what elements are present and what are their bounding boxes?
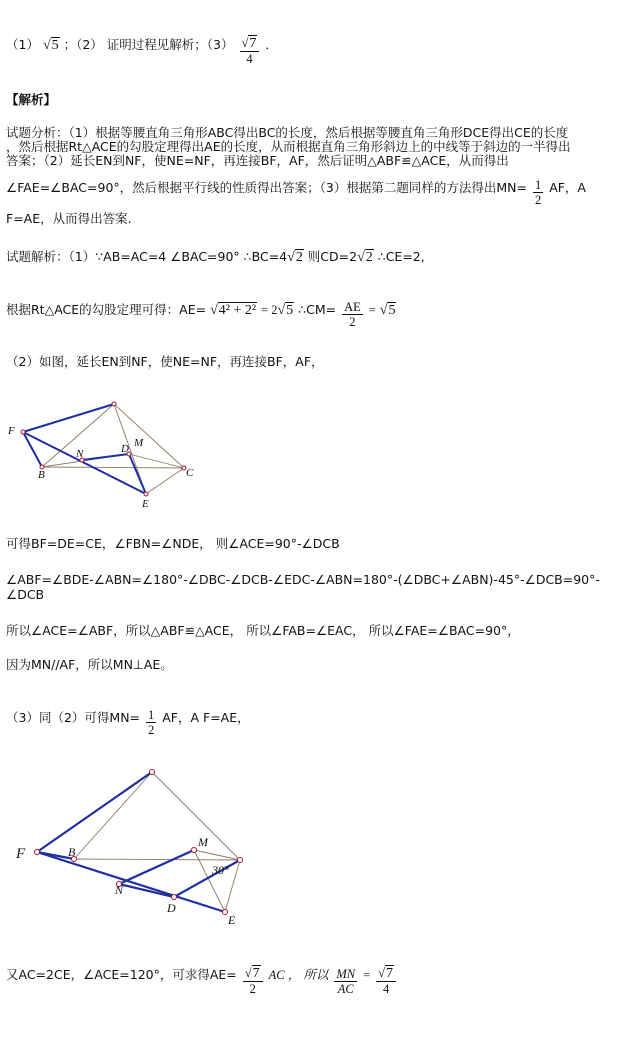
solution-line-2: 根据Rt△ACE的勾股定理可得：AE= √4² + 2² = 2√5 ∴CM= $\frac{AE}{2}$ = √5 xyxy=(6,300,396,329)
fig2-angle-label: 30° xyxy=(212,863,229,877)
answer-sep1: ；（2） xyxy=(63,37,103,52)
analysis-line-2: ，然后根据Rt△ACE的勾股定理得出AE的长度，从而根据直角三角形斜边上的中线等于斜边的一半得出 xyxy=(6,139,571,154)
final-fraction: $\frac{√7}{4}$ xyxy=(376,966,396,996)
half-fraction-1: $\frac{1}{2}$ xyxy=(534,178,542,207)
figure-1-diagram xyxy=(4,396,204,516)
fig1-label-m: M xyxy=(134,437,144,449)
fig1-label-b: B xyxy=(38,469,45,481)
fig2-label-e: E xyxy=(228,913,236,926)
fig1-label-c: C xyxy=(186,467,194,479)
figure-2-diagram xyxy=(14,766,274,926)
fig1-label-e: E xyxy=(142,498,149,510)
solution-line-9: 又AC=2CE，∠ACE=120°，可求得AE= $\frac{√7}{2}$ AC ， 所以 $\frac{MN}{AC}$ = $\frac{√7}{4}$ xyxy=(6,966,624,996)
solution-line-5: ∠ABF=∠BDE-∠ABN=∠180°-∠DBC-∠DCB-∠EDC-∠ABN=180°-(∠DBC+∠ABN)-45°-∠DCB=90°-∠DCB xyxy=(6,572,600,602)
fig1-label-n: N xyxy=(76,448,84,460)
analysis-line-3: 答案；（2）延长EN到NF，使NE=NF，再连接BF，AF，然后证明△ABF≌△ACE，从而得出 xyxy=(6,153,509,168)
half-fraction-2: $\frac{1}{2}$ xyxy=(148,708,155,737)
analysis-line-5: F=AE，从而得出答案. xyxy=(6,211,132,226)
solution-line-4: 可得BF=DE=CE，∠FBN=∠NDE， 则∠ACE=90°-∠DCB xyxy=(6,536,340,551)
fig1-label-f: F xyxy=(8,425,15,437)
solution-line-1: 试题解析：（1）∵AB=AC=4 ∠BAC=90° ∴BC=4√2 则CD=2√2 ∴CE=2, xyxy=(6,249,425,265)
section-title: 【解析】 xyxy=(6,92,57,107)
fig2-label-n: N xyxy=(115,883,124,897)
fig2-label-b: B xyxy=(68,845,76,859)
fig2-label-d: D xyxy=(167,901,176,915)
answer-part2: 证明过程见解析；（3） xyxy=(106,37,234,52)
fig1-label-d: D xyxy=(121,443,129,455)
answer-line xyxy=(6,36,624,66)
solution-line-7: 因为MN//AF，所以MN⊥AE。 xyxy=(6,657,173,672)
analysis-line-4: ∠FAE=∠BAC=90°，然后根据平行线的性质得出答案；（3）根据第二题同样的方法得出MN= $\frac{1}{2}$ AF，A xyxy=(6,178,586,207)
solution-line-6: 所以∠ACE=∠ABF，所以△ABF≌△ACE， 所以∠FAB=∠EAC， 所以∠FAE=∠BAC=90°， xyxy=(6,623,520,638)
ae-over-2-fraction: $\frac{AE}{2}$ xyxy=(344,300,361,329)
answer3-fraction: $\frac{√7}{4}$ xyxy=(240,36,260,66)
answer1-sqrt: √5 xyxy=(42,38,59,53)
fig2-label-f: F xyxy=(16,846,26,862)
answer-end: ． xyxy=(265,37,278,52)
answer-part1: （1） xyxy=(6,37,39,52)
analysis-line-1: 试题分析：（1）根据等腰直角三角形ABC得出BC的长度，然后根据等腰直角三角形DCE得出CE的长度 xyxy=(6,125,569,140)
solution-line-3: （2）如图，延长EN到NF，使NE=NF，再连接BF，AF， xyxy=(6,354,324,369)
mn-over-ac-fraction: $\frac{MN}{AC}$ xyxy=(336,967,356,996)
ae-fraction: $\frac{√7}{2}$ xyxy=(243,966,263,996)
solution-line-8: （3）同（2）可得MN= $\frac{1}{2}$ AF，A F=AE， xyxy=(6,708,250,737)
fig2-label-m: M xyxy=(198,835,208,849)
